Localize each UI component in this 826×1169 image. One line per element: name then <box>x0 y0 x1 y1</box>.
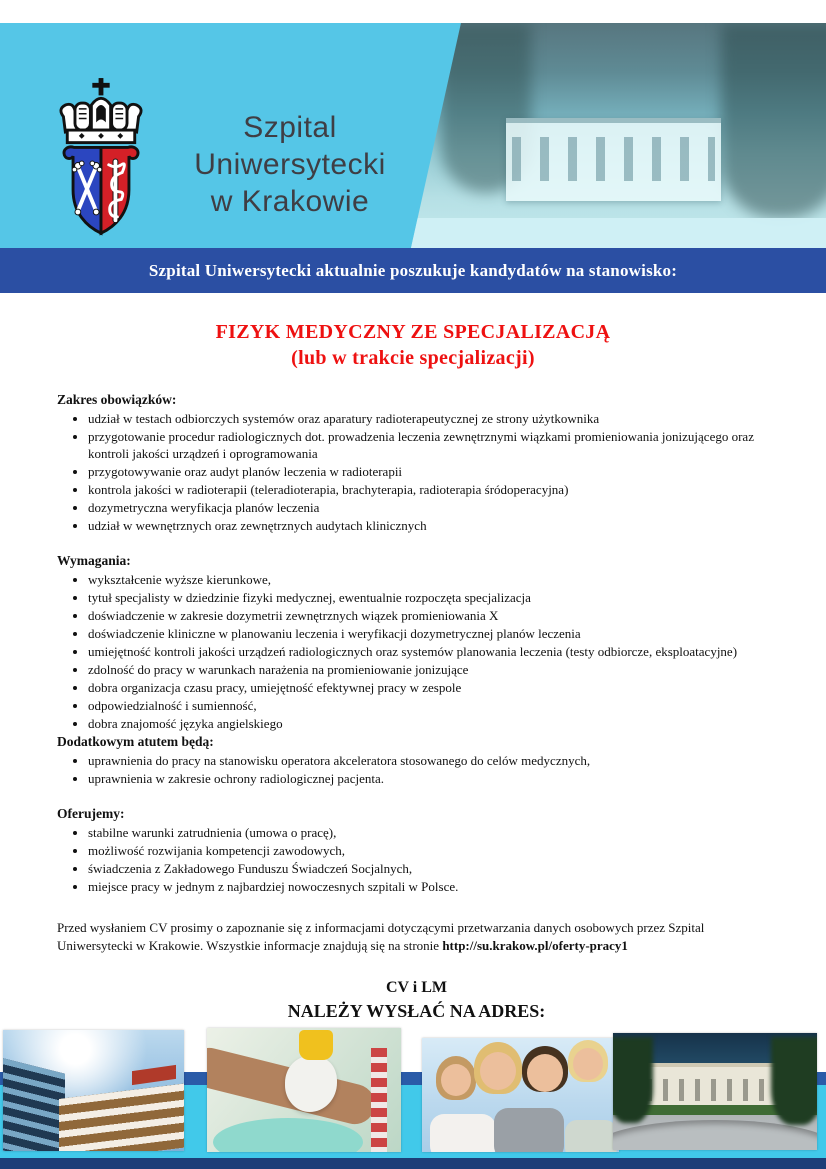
photo-art-layer <box>132 1065 176 1085</box>
org-name-line: Szpital <box>243 111 337 144</box>
list-item: • odpowiedzialność i sumienność, <box>88 697 776 714</box>
photo-art-layer <box>299 1030 333 1060</box>
list-item: • przygotowanie procedur radiologicznych dot. prowadzenia leczenia zewnętrznymi wiązkami promieniowania jonizującego oraz kontroli jakości urządzeń i oprogramowania <box>88 428 776 462</box>
job-description <box>0 391 826 1069</box>
photo-smiling-family <box>422 1038 619 1152</box>
list-item: • umiejętność kontroli jakości urządzeń radiologicznych oraz systemów planowania leczenia (testy odbiorcze, eksploatacyjne) <box>88 643 776 660</box>
photo-art-layer <box>565 1120 617 1152</box>
list-item: • kontrola jakości w radioterapii (teleradioterapia, brachyterapia, radioterapia śródoperacyjna) <box>88 481 776 498</box>
photo-art-layer <box>527 1054 563 1092</box>
strip-navy-bar <box>0 1158 826 1169</box>
photo-historic-hospital-building <box>613 1033 817 1150</box>
recruitment-banner <box>0 248 826 293</box>
gdpr-note-text: Przed wysłaniem CV prosimy o zapoznanie się z informacjami dotyczącymi przetwarzania danych osobowych przez Szpital Uniwersytecki w Krakowie. Wszystkie informacje znajdują się na stronie <box>57 920 705 953</box>
list-item: • dozymetryczna weryfikacja planów leczenia <box>88 499 776 516</box>
section-heading-requirements: Wymagania: <box>57 553 131 568</box>
photo-art-layer <box>647 1063 783 1111</box>
photo-art-layer <box>494 1108 564 1152</box>
photo-art-layer <box>613 1037 653 1123</box>
list-item: • uprawnienia w zakresie ochrony radiologicznej pacjenta. <box>88 770 776 787</box>
list-item: • udział w testach odbiorczych systemów oraz aparatury radioterapeutycznej ze strony użytkownika <box>88 410 776 427</box>
list-item: • doświadczenie kliniczne w planowaniu leczenia i weryfikacji dozymetrycznej planów leczenia <box>88 625 776 642</box>
list-item: • zdolność do pracy w warunkach narażenia na promieniowanie jonizujące <box>88 661 776 678</box>
apply-heading-cv-lm: CV i LM <box>385 979 448 996</box>
footer-photo-strip <box>0 1030 826 1169</box>
hospital-coat-of-arms-logo-icon <box>48 75 154 243</box>
gdpr-note <box>57 919 776 954</box>
photo-art-layer <box>573 1048 603 1080</box>
duties-list <box>57 410 776 534</box>
photo-art-layer <box>3 1056 65 1151</box>
photo-art-layer <box>441 1064 471 1096</box>
photo-art-layer <box>721 23 826 218</box>
list-item: • wykształcenie wyższe kierunkowe, <box>88 571 776 588</box>
gdpr-url: http://su.krakow.pl/oferty-pracy1 <box>442 937 628 953</box>
section-heading-extra-assets: Dodatkowym atutem będą: <box>57 734 214 749</box>
photo-art-layer <box>480 1052 516 1090</box>
photo-art-layer <box>512 137 715 181</box>
photo-art-layer <box>430 1114 496 1152</box>
photo-blood-draw-procedure <box>207 1028 401 1152</box>
list-item: • uprawnienia do pracy na stanowisku operatora akceleratora stosowanego do celów medycznych, <box>88 752 776 769</box>
list-item: • stabilne warunki zatrudnienia (umowa o pracę), <box>88 824 776 841</box>
apply-heading-send-to: NALEŻY WYSŁAĆ NA ADRES: <box>287 1001 546 1021</box>
photo-art-layer <box>411 218 826 248</box>
extra-assets-list <box>57 752 776 787</box>
photo-art-layer <box>213 1118 363 1152</box>
list-item: • doświadczenie w zakresie dozymetrii zewnętrznych wiązek promieniowania X <box>88 607 776 624</box>
list-item: • miejsce pracy w jednym z najbardziej nowoczesnych szpitali w Polsce. <box>88 878 776 895</box>
list-item: • udział w wewnętrznych oraz zewnętrznych audytach klinicznych <box>88 517 776 534</box>
job-title-line2: (lub w trakcie specjalizacji) <box>291 347 535 369</box>
list-item: • świadczenia z Zakładowego Funduszu Świadczeń Socjalnych, <box>88 860 776 877</box>
org-name-line: Uniwersytecki <box>194 148 386 181</box>
hospital-building-photo <box>411 23 826 248</box>
photo-art-layer <box>613 1120 817 1150</box>
photo-modern-hospital-building <box>3 1030 184 1151</box>
photo-art-layer <box>771 1037 817 1125</box>
org-name-line: w Krakowie <box>210 185 370 218</box>
requirements-list <box>57 571 776 732</box>
section-heading-duties: Zakres obowiązków: <box>57 392 177 407</box>
recruitment-banner-text: Szpital Uniwersytecki aktualnie poszukuje kandydatów na stanowisko: <box>148 260 678 280</box>
list-item: • dobra organizacja czasu pracy, umiejętność efektywnej pracy w zespole <box>88 679 776 696</box>
list-item: • przygotowywanie oraz audyt planów leczenia w radioterapii <box>88 463 776 480</box>
photo-art-layer <box>371 1048 387 1152</box>
job-title <box>0 319 826 371</box>
offer-list <box>57 824 776 895</box>
job-title-line1: FIZYK MEDYCZNY ZE SPECJALIZACJĄ <box>215 321 611 343</box>
page-header <box>0 23 826 248</box>
photo-art-layer <box>506 118 721 201</box>
list-item: • tytuł specjalisty w dziedzinie fizyki medycznej, ewentualnie rozpoczęta specjalizacja <box>88 589 776 606</box>
section-heading-offer: Oferujemy: <box>57 806 125 821</box>
photo-art-layer <box>59 1083 184 1151</box>
organization-name <box>168 109 412 220</box>
list-item: • dobra znajomość języka angielskiego <box>88 715 776 732</box>
list-item: • możliwość rozwijania kompetencji zawodowych, <box>88 842 776 859</box>
